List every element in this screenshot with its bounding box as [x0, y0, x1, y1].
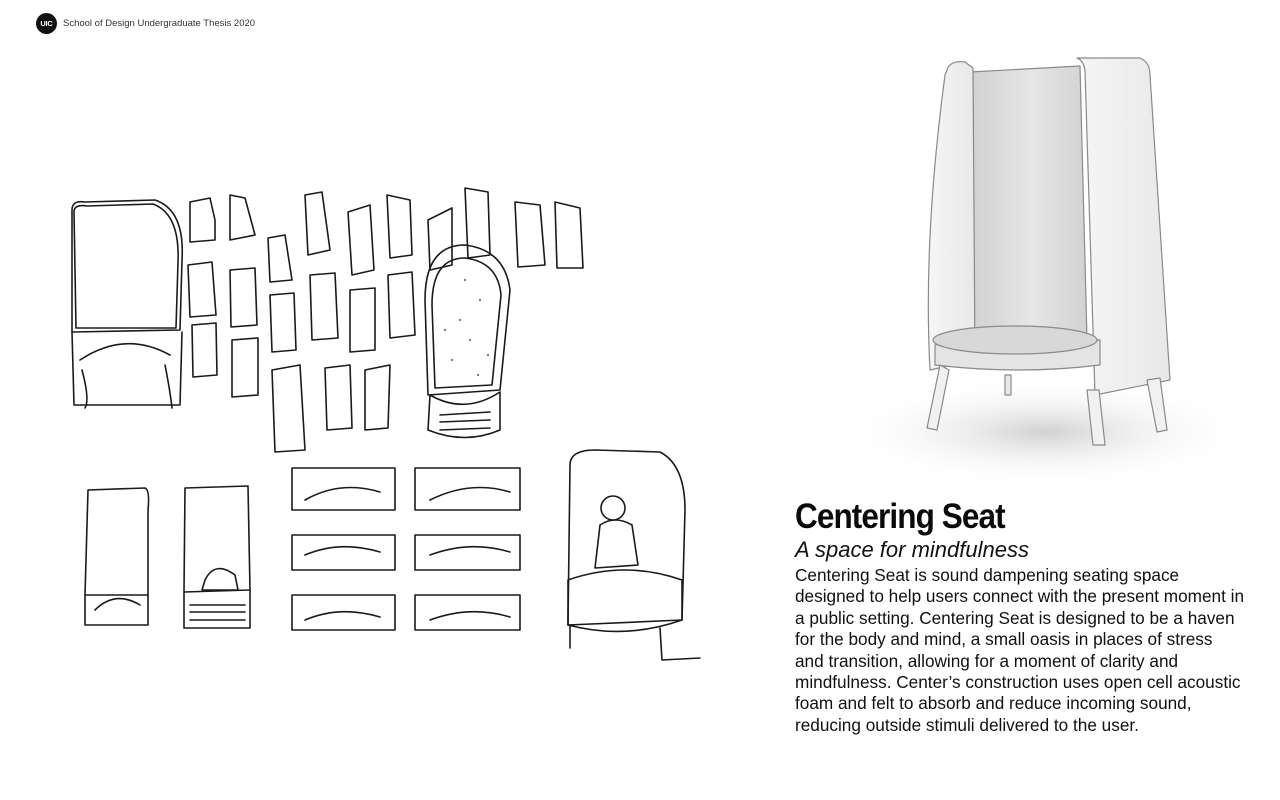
header — [36, 13, 255, 34]
project-title: Centering Seat — [795, 497, 1005, 536]
uic-logo: UIC — [36, 13, 57, 34]
project-text-block — [795, 497, 1245, 736]
project-description: Centering Seat is sound dampening seating space designed to help users connect with the present moment in a public setting. Centering Seat is designed to be a haven for the body and mind, a small oasis in places of stress and transition, allowing for a moment of clarity and mindfulness. Center’s construction uses open cell acoustic foam and felt to absorb and reduce incoming sound, reducing outside stimuli delivered to the user. — [795, 565, 1245, 735]
chair-render-image — [815, 40, 1265, 500]
header-caption: School of Design Undergraduate Thesis 2020 — [63, 18, 256, 29]
concept-sketches-image — [60, 180, 705, 665]
project-subtitle: A space for mindfulness — [795, 537, 1029, 562]
chair-render-icon — [815, 40, 1265, 500]
pencil-sketch-icon — [60, 180, 705, 665]
